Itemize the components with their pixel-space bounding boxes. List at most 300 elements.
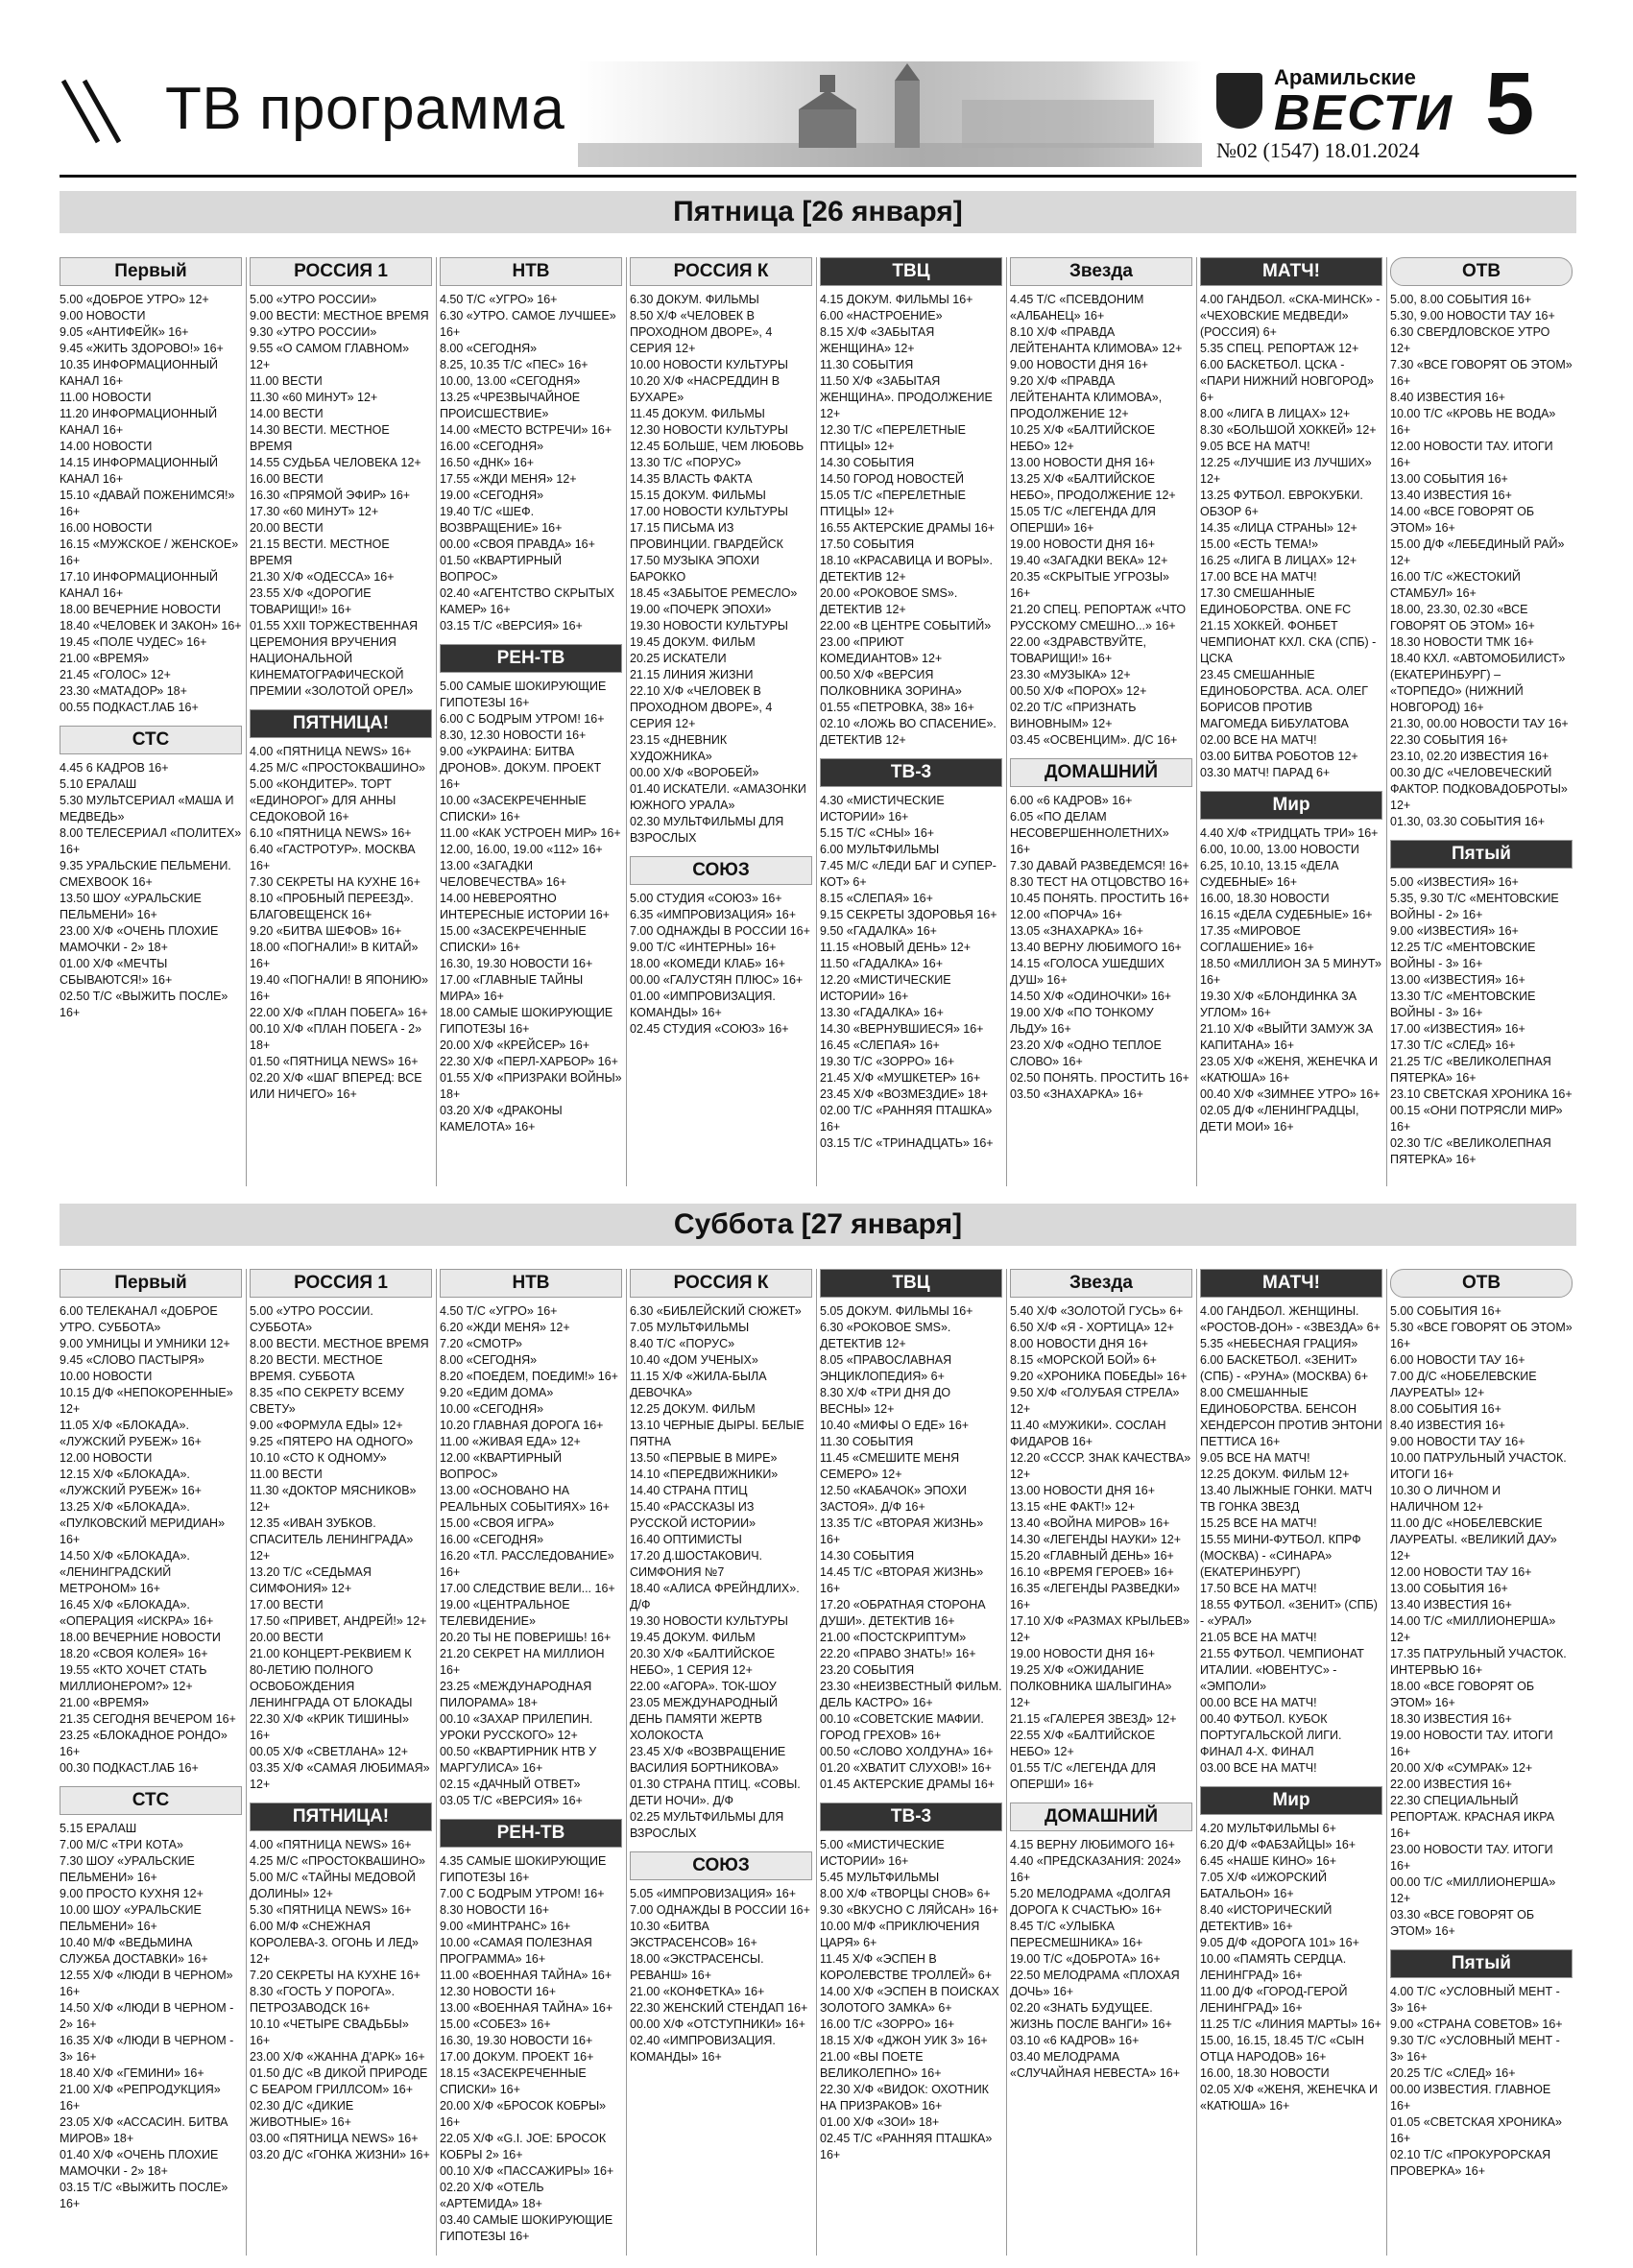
program-entry: 6.05 «ПО ДЕЛАМ НЕСОВЕРШЕННОЛЕТНИХ» 16+	[1010, 810, 1169, 856]
channel-logo: НТВ	[440, 1269, 622, 1298]
program-entry: 23.05 Х/Ф «АССАСИН. БИТВА МИРОВ» 18+	[60, 2115, 228, 2145]
program-entry: 13.30 Т/С «ПОРУС»	[630, 456, 742, 469]
program-entry: 13.40 ВЕРНУ ЛЮБИМОГО 16+	[1010, 941, 1182, 954]
program-entry: 11.50 Х/Ф «ЗАБЫТАЯ ЖЕНЩИНА». ПРОДОЛЖЕНИЕ 12+	[820, 374, 993, 420]
program-entry: 14.30 СОБЫТИЯ	[820, 1549, 915, 1563]
page-header	[60, 54, 1576, 177]
program-entry: 01.30 СТРАНА ПТИЦ. «СОВЫ. ДЕТИ НОЧИ». Д/Ф	[630, 1778, 801, 1807]
program-entry: 21.00 «ВРЕМЯ»	[60, 1696, 150, 1709]
program-entry: 8.40 Т/С «ПОРУС»	[630, 1337, 735, 1350]
column-divider	[1196, 257, 1197, 1186]
program-entry: 12.30 НОВОСТИ 16+	[440, 1985, 557, 1998]
channel-block	[630, 856, 812, 1038]
program-entry: 6.30 «УТРО. САМОЕ ЛУЧШЕЕ» 16+	[440, 309, 616, 339]
channel-block	[630, 257, 812, 847]
program-entry: 6.45 «НАШЕ КИНО» 16+	[1200, 1854, 1337, 1868]
program-entry: 4.30 «МИСТИЧЕСКИЕ ИСТОРИИ» 16+	[820, 794, 945, 824]
program-entry: 5.30 «ВСЕ ГОВОРЯТ ОБ ЭТОМ» 16+	[1390, 1321, 1573, 1350]
program-entry: 5.00, 8.00 СОБЫТИЯ 16+	[1390, 293, 1532, 306]
program-entry: 17.15 ПИСЬМА ИЗ ПРОВИНЦИИ. ГВАРДЕЙСК	[630, 521, 783, 551]
program-entry: 17.50 МУЗЫКА ЭПОХИ БАРОККО	[630, 554, 759, 584]
program-entry: 20.25 ИСКАТЕЛИ	[630, 652, 727, 665]
schedule-column	[1200, 1269, 1382, 2256]
program-entry: 23.45 СМЕШАННЫЕ ЕДИНОБОРСТВА. АСА. ОЛЕГ БОРИСОВ ПРОТИВ МАГОМЕДА БИБУЛАТОВА	[1200, 668, 1368, 730]
channel-logo: Пятый	[1390, 1949, 1573, 1978]
program-entry: 19.40 «ПОГНАЛИ! В ЯПОНИЮ» 16+	[250, 973, 429, 1003]
program-entry: 23.20 Х/Ф «ОДНО ТЕПЛОЕ СЛОВО» 16+	[1010, 1039, 1162, 1068]
program-entry: 6.30 «РОКОВОЕ SMS». ДЕТЕКТИВ 12+	[820, 1321, 951, 1350]
program-entry: 6.00 «6 КАДРОВ» 16+	[1010, 794, 1133, 807]
channel-block	[440, 257, 622, 634]
program-entry: 16.00 Т/С «ЗОРРО» 16+	[820, 2017, 955, 2031]
program-entry: 21.15 ЛИНИЯ ЖИЗНИ	[630, 668, 754, 681]
program-entry: 14.35 «ЛИЦА СТРАНЫ» 12+	[1200, 521, 1357, 535]
program-entry: 17.10 Х/Ф «РАЗМАХ КРЫЛЬЕВ» 12+	[1010, 1614, 1190, 1644]
program-entry: 03.20 Д/С «ГОНКА ЖИЗНИ» 16+	[250, 2148, 430, 2161]
channel-block	[1200, 257, 1382, 781]
program-entry: 21.15 «ГАЛЕРЕЯ ЗВЕЗД» 12+	[1010, 1712, 1177, 1726]
program-entry: 23.10 СВЕТСКАЯ ХРОНИКА 16+	[1390, 1087, 1573, 1101]
program-entry: 8.15 Х/Ф «ЗАБЫТАЯ ЖЕНЩИНА» 12+	[820, 325, 935, 355]
program-entry: 13.40 «ВОЙНА МИРОВ» 16+	[1010, 1516, 1170, 1530]
program-entry: 4.00 «ПЯТНИЦА NEWS» 16+	[250, 1838, 412, 1851]
program-entry: 8.15 «СЛЕПАЯ» 16+	[820, 892, 933, 905]
program-entry: 12.00, 16.00, 19.00 «112» 16+	[440, 843, 603, 856]
program-entry: 00.15 «ОНИ ПОТРЯСЛИ МИР» 16+	[1390, 1104, 1563, 1134]
channel-block	[60, 1269, 242, 1777]
program-entry: 22.30 СОБЫТИЯ 16+	[1390, 733, 1508, 747]
program-entry: 8.30 «ГОСТЬ У ПОРОГА». ПЕТРОЗАВОДСК 16+	[250, 1985, 396, 2015]
program-entry: 23.00 Х/Ф «ОЧЕНЬ ПЛОХИЕ МАМОЧКИ - 2» 18+	[60, 924, 219, 954]
program-entry: 23.20 СОБЫТИЯ	[820, 1663, 915, 1677]
program-entry: 5.30 МУЛЬТСЕРИАЛ «МАША И МЕДВЕДЬ»	[60, 794, 234, 824]
program-entry: 10.30 «БИТВА ЭКСТРАСЕНСОВ» 16+	[630, 1920, 757, 1949]
program-entry: 18.00 ВЕЧЕРНИЕ НОВОСТИ	[60, 1631, 221, 1644]
program-entry: 18.00 «ВСЕ ГОВОРЯТ ОБ ЭТОМ» 16+	[1390, 1680, 1535, 1709]
program-entry: 16.35 Х/Ф «ЛЮДИ В ЧЕРНОМ - 3» 16+	[60, 2034, 234, 2064]
column-divider	[436, 1269, 437, 2256]
program-entry: 12.25 «ЛУЧШИЕ ИЗ ЛУЧШИХ» 12+	[1200, 456, 1372, 486]
program-entry: 13.50 «ПЕРВЫЕ В МИРЕ»	[630, 1451, 778, 1465]
program-entry: 15.55 МИНИ-ФУТБОЛ. КПРФ (МОСКВА) - «СИНАРА» (ЕКАТЕРИНБУРГ)	[1200, 1533, 1361, 1579]
program-entry: 15.05 Т/С «ПЕРЕЛЕТНЫЕ ПТИЦЫ» 12+	[820, 489, 966, 518]
channel-block	[250, 709, 432, 1103]
program-entry: 4.35 САМЫЕ ШОКИРУЮЩИЕ ГИПОТЕЗЫ 16+	[440, 1854, 607, 1884]
program-entry: 14.00 Х/Ф «ЭСПЕН В ПОИСКАХ ЗОЛОТОГО ЗАМКА» 6+	[820, 1985, 999, 2015]
program-entry: 19.45 ДОКУМ. ФИЛЬМ	[630, 635, 756, 649]
program-entry: 14.00 ВЕСТИ	[250, 407, 324, 420]
program-entry: 02.00 ВСЕ НА МАТЧ!	[1200, 733, 1317, 747]
program-entry: 14.10 «ПЕРЕДВИЖНИКИ»	[630, 1468, 779, 1481]
channel-logo: РОССИЯ 1	[250, 1269, 432, 1298]
program-entry: 01.50 «ПЯТНИЦА NEWS» 16+	[250, 1055, 419, 1068]
channel-block	[440, 644, 622, 1135]
program-entry: 03.10 «6 КАДРОВ» 16+	[1010, 2034, 1140, 2047]
program-entry: 02.25 МУЛЬТФИЛЬМЫ ДЛЯ ВЗРОСЛЫХ	[630, 1810, 784, 1840]
channel-block	[820, 1269, 1002, 1793]
column-divider	[436, 257, 437, 1186]
program-entry: 23.30 «МАТАДОР» 18+	[60, 684, 187, 698]
program-entry: 22.50 МЕЛОДРАМА «ПЛОХАЯ ДОЧЬ» 16+	[1010, 1969, 1180, 1998]
program-entry: 7.00 ОДНАЖДЫ В РОССИИ 16+	[630, 1903, 810, 1917]
program-entry: 12.20 «МИСТИЧЕСКИЕ ИСТОРИИ» 16+	[820, 973, 951, 1003]
program-entry: 17.20 «ОБРАТНАЯ СТОРОНА ДУШИ». ДЕТЕКТИВ 16+	[820, 1598, 986, 1628]
program-entry: 17.30 Т/С «СЛЕД» 16+	[1390, 1039, 1516, 1052]
program-entry: 16.00 ВЕСТИ	[250, 472, 324, 486]
program-entry: 9.30 «ВКУСНО С ЛЯЙСАН» 16+	[820, 1903, 999, 1917]
program-entry: 02.20 «ЗНАТЬ БУДУЩЕЕ. ЖИЗНЬ ПОСЛЕ ВАНГИ» 16+	[1010, 2001, 1172, 2031]
channel-logo: НТВ	[440, 257, 622, 286]
program-entry: 02.20 Х/Ф «ОТЕЛЬ «АРТЕМИДА» 18+	[440, 2181, 544, 2210]
program-entry: 23.05 МЕЖДУНАРОДНЫЙ ДЕНЬ ПАМЯТИ ЖЕРТВ ХОЛОКОСТА	[630, 1696, 779, 1742]
program-entry: 9.30 Т/С «УСЛОВНЫЙ МЕНТ - 3» 16+	[1390, 2034, 1560, 2064]
program-entry: 13.00 НОВОСТИ ДНЯ 16+	[1010, 1484, 1156, 1497]
program-entry: 9.20 «БИТВА ШЕФОВ» 16+	[250, 924, 402, 938]
program-entry: 02.40 «АГЕНТСТВО СКРЫТЫХ КАМЕР» 16+	[440, 586, 614, 616]
program-entry: 6.50 Х/Ф «Я - ХОРТИЦА» 12+	[1010, 1321, 1174, 1334]
channel-logo: ТВЦ	[820, 257, 1002, 286]
schedule-column	[60, 257, 242, 1186]
program-entry: 21.00 КОНЦЕРТ-РЕКВИЕМ К 80-ЛЕТИЮ ПОЛНОГО ОСВОБОЖДЕНИЯ ЛЕНИНГРАДА ОТ БЛОКАДЫ	[250, 1647, 413, 1709]
program-entry: 6.00 С БОДРЫМ УТРОМ! 16+	[440, 712, 605, 726]
program-entry: 11.15 Х/Ф «ЖИЛА-БЫЛА ДЕВОЧКА»	[630, 1370, 767, 1399]
program-entry: 14.30 ВЕСТИ. МЕСТНОЕ ВРЕМЯ	[250, 423, 390, 453]
column-divider	[626, 257, 627, 1186]
program-entry: 9.50 «ГАДАЛКА» 16+	[820, 924, 937, 938]
program-entry: 14.50 Х/Ф «ЛЮДИ В ЧЕРНОМ - 2» 16+	[60, 2001, 234, 2031]
program-entry: 11.45 Х/Ф «ЭСПЕН В КОРОЛЕВСТВЕ ТРОЛЛЕЙ» 6+	[820, 1952, 993, 1982]
program-entry: 9.00 Т/С «ИНТЕРНЫ» 16+	[630, 941, 777, 954]
program-entry: 14.40 СТРАНА ПТИЦ	[630, 1484, 748, 1497]
program-entry: 8.20 ВЕСТИ. МЕСТНОЕ ВРЕМЯ. СУББОТА	[250, 1353, 383, 1383]
program-entry: 02.05 Х/Ф «ЖЕНЯ, ЖЕНЕЧКА И «КАТЮША» 16+	[1200, 2083, 1379, 2113]
program-entry: 15.20 «ГЛАВНЫЙ ДЕНЬ» 16+	[1010, 1549, 1174, 1563]
program-entry: 15.00 «ЗАСЕКРЕЧЕННЫЕ СПИСКИ» 16+	[440, 924, 587, 954]
program-entry: 13.10 ЧЕРНЫЕ ДЫРЫ. БЕЛЫЕ ПЯТНА	[630, 1419, 804, 1448]
channel-logo: ТВ-3	[820, 758, 1002, 787]
program-entry: 15.15 ДОКУМ. ФИЛЬМЫ	[630, 489, 766, 502]
program-entry: 15.00, 16.15, 18.45 Т/С «СЫН ОТЦА НАРОДОВ» 16+	[1200, 2034, 1364, 2064]
program-entry: 14.50 ГОРОД НОВОСТЕЙ	[820, 472, 964, 486]
program-entry: 17.35 «МИРОВОЕ СОГЛАШЕНИЕ» 16+	[1200, 924, 1314, 954]
program-entry: 11.25 Т/С «ЛИНИЯ МАРТЫ» 16+	[1200, 2017, 1381, 2031]
program-entry: 01.55 Т/С «ЛЕГЕНДА ДЛЯ ОПЕРШИ» 16+	[1010, 1761, 1156, 1791]
program-entry: 6.30 «БИБЛЕЙСКИЙ СЮЖЕТ»	[630, 1304, 802, 1318]
channel-logo: РОССИЯ К	[630, 257, 812, 286]
program-entry: 6.10 «ПЯТНИЦА NEWS» 16+	[250, 826, 412, 840]
program-entry: 22.55 Х/Ф «БАЛТИЙСКОЕ НЕБО» 12+	[1010, 1729, 1156, 1758]
program-entry: 13.20 Т/С «СЕДЬМАЯ СИМФОНИЯ» 12+	[250, 1565, 372, 1595]
program-entry: 6.20 Д/Ф «ФАБЗАЙЦЫ» 16+	[1200, 1838, 1357, 1851]
program-entry: 8.20 «ПОЕДЕМ, ПОЕДИМ!» 16+	[440, 1370, 618, 1383]
program-entry: 15.00 Д/Ф «ЛЕБЕДИНЫЙ РАЙ» 12+	[1390, 537, 1565, 567]
program-entry: 17.50 ВСЕ НА МАТЧ!	[1200, 1582, 1317, 1595]
channel-logo: РОССИЯ 1	[250, 257, 432, 286]
program-entry: 22.30 Х/Ф «ПЕРЛ-ХАРБОР» 16+	[440, 1055, 618, 1068]
program-entry: 11.00 «ВОЕННАЯ ТАЙНА» 16+	[440, 1969, 612, 1982]
program-entry: 22.30 Х/Ф «ВИДОК: ОХОТНИК НА ПРИЗРАКОВ» 16+	[820, 2083, 989, 2113]
channel-block	[440, 1269, 622, 1809]
program-entry: 00.50 «СЛОВО ХОЛДУНА» 16+	[820, 1745, 994, 1758]
program-entry: 16.00 НОВОСТИ	[60, 521, 153, 535]
program-entry: 11.00 «КАК УСТРОЕН МИР» 16+	[440, 826, 621, 840]
program-entry: 14.15 ИНФОРМАЦИОННЫЙ КАНАЛ 16+	[60, 456, 218, 486]
program-entry: 9.00 УМНИЦЫ И УМНИКИ 12+	[60, 1337, 230, 1350]
program-entry: 10.40 «МИФЫ О ЕДЕ» 16+	[820, 1419, 970, 1432]
program-entry: 10.00 «ПАМЯТЬ СЕРДЦА. ЛЕНИНГРАД» 16+	[1200, 1952, 1347, 1982]
program-entry: 4.15 ВЕРНУ ЛЮБИМОГО 16+	[1010, 1838, 1175, 1851]
program-entry: 19.00 Х/Ф «ПО ТОНКОМУ ЛЬДУ» 16+	[1010, 1006, 1154, 1036]
program-entry: 03.30 «ВСЕ ГОВОРЯТ ОБ ЭТОМ» 16+	[1390, 1908, 1535, 1938]
program-entry: 8.30 НОВОСТИ 16+	[440, 1903, 550, 1917]
program-entry: 13.25 «ЧРЕЗВЫЧАЙНОЕ ПРОИСШЕСТВИЕ»	[440, 391, 581, 420]
channel-block	[60, 257, 242, 716]
program-entry: 01.00 Х/Ф «ЗОИ» 18+	[820, 2115, 940, 2129]
program-entry: 12.55 Х/Ф «ЛЮДИ В ЧЕРНОМ» 16+	[60, 1969, 233, 1998]
column-divider	[1386, 1269, 1387, 2256]
program-entry: 16.00 «СЕГОДНЯ»	[440, 1533, 544, 1546]
program-entry: 10.00 ПАТРУЛЬНЫЙ УЧАСТОК. ИТОГИ 16+	[1390, 1451, 1567, 1481]
program-entry: 12.50 «КАБАЧОК» ЭПОХИ ЗАСТОЯ». Д/Ф 16+	[820, 1484, 967, 1514]
program-entry: 21.15 ХОККЕЙ. ФОНБЕТ ЧЕМПИОНАТ КХЛ. СКА (СПБ) - ЦСКА	[1200, 619, 1377, 665]
program-entry: 10.40 М/Ф «ВЕДЬМИНА СЛУЖБА ДОСТАВКИ» 16+	[60, 1936, 208, 1966]
program-entry: 7.30 СЕКРЕТЫ НА КУХНЕ 16+	[250, 875, 420, 889]
program-entry: 13.00 «ЗАГАДКИ ЧЕЛОВЕЧЕСТВА» 16+	[440, 859, 567, 889]
brand-title: ВЕСТИ	[1274, 85, 1453, 141]
program-entry: 8.30 «БОЛЬШОЙ ХОККЕЙ» 12+	[1200, 423, 1377, 437]
program-entry: 20.20 ТЫ НЕ ПОВЕРИШЬ! 16+	[440, 1631, 612, 1644]
program-entry: 19.30 Х/Ф «БЛОНДИНКА ЗА УГЛОМ» 16+	[1200, 990, 1357, 1019]
program-entry: 8.30, 12.30 НОВОСТИ 16+	[440, 728, 587, 742]
program-entry: 9.45 «СЛОВО ПАСТЫРЯ»	[60, 1353, 204, 1367]
program-entry: 02.50 ПОНЯТЬ. ПРОСТИТЬ 16+	[1010, 1071, 1189, 1085]
program-entry: 21.20 СПЕЦ. РЕПОРТАЖ «ЧТО РУССКОМУ СМЕШНО...» 16+	[1010, 603, 1187, 633]
program-entry: 17.55 «ЖДИ МЕНЯ» 12+	[440, 472, 577, 486]
program-entry: 7.00 М/С «ТРИ КОТА»	[60, 1838, 183, 1851]
program-entry: 12.30 Т/С «ПЕРЕЛЕТНЫЕ ПТИЦЫ» 12+	[820, 423, 966, 453]
channel-logo: МАТЧ!	[1200, 257, 1382, 286]
program-entry: 9.35 УРАЛЬСКИЕ ПЕЛЬМЕНИ. СМЕХBOOK 16+	[60, 859, 231, 889]
program-entry: 22.05 Х/Ф «G.I. JOE: БРОСОК КОБРЫ 2» 16+	[440, 2132, 607, 2161]
channel-logo: РЕН-ТВ	[440, 1819, 622, 1848]
program-entry: 23.25 «БЛОКАДНОЕ РОНДО» 16+	[60, 1729, 228, 1758]
newspaper-logo	[1216, 61, 1504, 167]
channel-block	[250, 1802, 432, 2163]
brand-subtitle: Арамильские	[1274, 65, 1416, 89]
channel-block	[1200, 1269, 1382, 1777]
program-entry: 6.20 «ЖДИ МЕНЯ» 12+	[440, 1321, 570, 1334]
program-entry: 19.00 «ПОЧЕРК ЭПОХИ»	[630, 603, 772, 616]
program-entry: 6.00 ТЕЛЕКАНАЛ «ДОБРОЕ УТРО. СУББОТА»	[60, 1304, 218, 1334]
program-entry: 03.45 «ОСВЕНЦИМ». Д/С 16+	[1010, 733, 1178, 747]
program-entry: 9.00 «МИНТРАНС» 16+	[440, 1920, 571, 1933]
schedule-column	[60, 1269, 242, 2256]
program-entry: 18.45 «ЗАБЫТОЕ РЕМЕСЛО»	[630, 586, 798, 600]
program-entry: 11.00 Д/С «НОБЕЛЕВСКИЕ ЛАУРЕАТЫ. «ВЕЛИКИЙ ДАУ» 12+	[1390, 1516, 1557, 1563]
program-entry: 9.20 «ЕДИМ ДОМА»	[440, 1386, 554, 1399]
program-entry: 19.40 «ЗАГАДКИ ВЕКА» 12+	[1010, 554, 1168, 567]
program-entry: 7.30 ДАВАЙ РАЗВЕДЕМСЯ! 16+	[1010, 859, 1189, 872]
program-entry: 13.50 ШОУ «УРАЛЬСКИЕ ПЕЛЬМЕНИ» 16+	[60, 892, 202, 921]
program-entry: 6.40 «ГАСТРОТУР». МОСКВА 16+	[250, 843, 416, 872]
program-entry: 22.30 СПЕЦИАЛЬНЫЙ РЕПОРТАЖ. КРАСНАЯ ИКРА 16+	[1390, 1794, 1555, 1840]
program-entry: 13.00 «ОСНОВАНО НА РЕАЛЬНЫХ СОБЫТИЯХ» 16+	[440, 1484, 610, 1514]
program-entry: 8.00 СМЕШАННЫЕ ЕДИНОБОРСТВА. БЕНСОН ХЕНДЕРСОН ПРОТИВ ЭНТОНИ ПЕТТИСА 16+	[1200, 1386, 1382, 1448]
program-entry: 19.00 НОВОСТИ ДНЯ 16+	[1010, 537, 1156, 551]
program-entry: 03.00 ВСЕ НА МАТЧ!	[1200, 1761, 1317, 1775]
program-entry: 00.05 Х/Ф «СВЕТЛАНА» 12+	[250, 1745, 409, 1758]
program-entry: 02.30 Д/С «ДИКИЕ ЖИВОТНЫЕ» 16+	[250, 2099, 354, 2129]
program-entry: 9.20 «ХРОНИКА ПОБЕДЫ» 16+	[1010, 1370, 1188, 1383]
program-entry: 02.00 Т/С «РАННЯЯ ПТАШКА» 16+	[820, 1104, 993, 1134]
program-entry: 01.30, 03.30 СОБЫТИЯ 16+	[1390, 815, 1546, 828]
program-entry: 7.05 Х/Ф «ИЖОРСКИЙ БАТАЛЬОН» 16+	[1200, 1871, 1327, 1900]
schedule-column	[440, 1269, 622, 2256]
channel-block	[820, 257, 1002, 749]
program-entry: 01.40 Х/Ф «ОЧЕНЬ ПЛОХИЕ МАМОЧКИ - 2» 18+	[60, 2148, 219, 2178]
program-entry: 03.15 Т/С «ТРИНАДЦАТЬ» 16+	[820, 1136, 994, 1150]
program-entry: 16.00, 18.30 НОВОСТИ	[1200, 892, 1330, 905]
program-entry: 4.20 МУЛЬТФИЛЬМЫ 6+	[1200, 1822, 1336, 1835]
program-entry: 13.00 СОБЫТИЯ 16+	[1390, 472, 1508, 486]
program-entry: 7.20 «СМОТР»	[440, 1337, 522, 1350]
program-entry: 7.00 Д/С «НОБЕЛЕВСКИЕ ЛАУРЕАТЫ» 12+	[1390, 1370, 1537, 1399]
program-entry: 22.30 Х/Ф «КРИК ТИШИНЫ» 16+	[250, 1712, 409, 1742]
program-entry: 00.50 Х/Ф «ПОРОХ» 12+	[1010, 684, 1147, 698]
program-entry: 15.00 «СОБЕЗ» 16+	[440, 2017, 551, 2031]
program-entry: 6.00 «НАСТРОЕНИЕ»	[820, 309, 943, 322]
program-entry: 5.00 «КОНДИТЕР». ТОРТ «ЕДИНОРОГ» ДЛЯ АННЫ СЕДОКОВОЙ 16+	[250, 777, 396, 824]
program-entry: 13.00 «ВОЕННАЯ ТАЙНА» 16+	[440, 2001, 613, 2015]
program-entry: 01.20 «ХВАТИТ СЛУХОВ!» 16+	[820, 1761, 992, 1775]
channel-block	[820, 1802, 1002, 2163]
program-entry: 20.00 ВЕСТИ	[250, 521, 324, 535]
program-entry: 18.40 КХЛ. «АВТОМОБИЛИСТ» (ЕКАТЕРИНБУРГ) – «ТОРПЕДО» (НИЖНИЙ НОВГОРОД) 16+	[1390, 652, 1566, 714]
program-entry: 00.10 «СОВЕТСКИЕ МАФИИ. ГОРОД ГРЕХОВ» 16+	[820, 1712, 984, 1742]
program-entry: 14.00 Т/С «МИЛЛИОНЕРША» 12+	[1390, 1614, 1556, 1644]
program-entry: 14.35 ВЛАСТЬ ФАКТА	[630, 472, 753, 486]
program-entry: 17.00 НОВОСТИ КУЛЬТУРЫ	[630, 505, 788, 518]
channel-logo: Первый	[60, 1269, 242, 1298]
channel-block	[1010, 758, 1192, 1103]
schedule-column	[630, 257, 812, 1186]
program-entry: 9.50 Х/Ф «ГОЛУБАЯ СТРЕЛА» 12+	[1010, 1386, 1180, 1416]
program-entry: 18.40 Х/Ф «ГЕМИНИ» 16+	[60, 2066, 204, 2080]
coat-of-arms-icon	[1216, 73, 1262, 129]
program-entry: 10.00, 13.00 «СЕГОДНЯ»	[440, 374, 581, 388]
program-entry: 21.20 СЕКРЕТ НА МИЛЛИОН 16+	[440, 1647, 605, 1677]
program-entry: 22.00 Х/Ф «ПЛАН ПОБЕГА» 16+	[250, 1006, 428, 1019]
program-entry: 00.40 ФУТБОЛ. КУБОК ПОРТУГАЛЬСКОЙ ЛИГИ. ФИНАЛ 4-Х. ФИНАЛ	[1200, 1712, 1342, 1758]
program-entry: 16.50 «ДНК» 16+	[440, 456, 535, 469]
program-entry: 10.00 «САМАЯ ПОЛЕЗНАЯ ПРОГРАММА» 16+	[440, 1936, 592, 1966]
program-entry: 17.00 СЛЕДСТВИЕ ВЕЛИ... 16+	[440, 1582, 615, 1595]
program-entry: 5.00 «ДОБРОЕ УТРО» 12+	[60, 293, 209, 306]
program-entry: 20.30 Х/Ф «БАЛТИЙСКОЕ НЕБО», 1 СЕРИЯ 12+	[630, 1647, 776, 1677]
program-entry: 8.15 «МОРСКОЙ БОЙ» 6+	[1010, 1353, 1157, 1367]
program-entry: 01.50 Д/С «В ДИКОЙ ПРИРОДЕ С БЕАРОМ ГРИЛЛСОМ» 16+	[250, 2066, 428, 2096]
program-entry: 5.30 «ПЯТНИЦА NEWS» 16+	[250, 1903, 412, 1917]
program-entry: 13.25 ФУТБОЛ. ЕВРОКУБКИ. ОБЗОР 6+	[1200, 489, 1363, 518]
program-entry: 10.45 ПОНЯТЬ. ПРОСТИТЬ 16+	[1010, 892, 1189, 905]
program-entry: 10.20 Х/Ф «НАСРЕДДИН В БУХАРЕ»	[630, 374, 780, 404]
program-entry: 9.05 ВСЕ НА МАТЧ!	[1200, 1451, 1310, 1465]
schedule-column	[1010, 1269, 1192, 2256]
program-entry: 12.25 ДОКУМ. ФИЛЬМ	[630, 1402, 756, 1416]
channel-block	[250, 257, 432, 700]
program-entry: 19.00 НОВОСТИ ТАУ. ИТОГИ 16+	[1390, 1729, 1553, 1758]
program-entry: 12.20 «СССР. ЗНАК КАЧЕСТВА» 12+	[1010, 1451, 1191, 1481]
program-entry: 18.15 Х/Ф «ДЖОН УИК 3» 16+	[820, 2034, 988, 2047]
program-entry: 5.00 М/С «ТАЙНЫ МЕДОВОЙ ДОЛИНЫ» 12+	[250, 1871, 416, 1900]
program-entry: 19.55 «КТО ХОЧЕТ СТАТЬ МИЛЛИОНЕРОМ?» 12+	[60, 1663, 207, 1693]
program-entry: 14.00 НЕВЕРОЯТНО ИНТЕРЕСНЫЕ ИСТОРИИ 16+	[440, 892, 610, 921]
program-entry: 8.35 «ПО СЕКРЕТУ ВСЕМУ СВЕТУ»	[250, 1386, 404, 1416]
program-entry: 13.30 «ГАДАЛКА» 16+	[820, 1006, 944, 1019]
program-entry: 19.30 Т/С «ЗОРРО» 16+	[820, 1055, 955, 1068]
channel-block	[1010, 257, 1192, 749]
program-entry: 02.30 Т/С «ВЕЛИКОЛЕПНАЯ ПЯТЕРКА» 16+	[1390, 1136, 1551, 1166]
program-entry: 10.15 Д/Ф «НЕПОКОРЕННЫЕ» 12+	[60, 1386, 233, 1416]
program-entry: 8.00 «СЕГОДНЯ»	[440, 1353, 538, 1367]
program-entry: 21.30, 00.00 НОВОСТИ ТАУ 16+	[1390, 717, 1569, 730]
program-entry: 5.00 «ИЗВЕСТИЯ» 16+	[1390, 875, 1519, 889]
program-entry: 9.20 Х/Ф «ПРАВДА ЛЕЙТЕНАНТА КЛИМОВА», ПРОДОЛЖЕНИЕ 12+	[1010, 374, 1163, 420]
program-entry: 20.00 Х/Ф «КРЕЙСЕР» 16+	[440, 1039, 590, 1052]
channel-block	[1390, 1269, 1573, 1940]
program-entry: 5.10 ЕРАЛАШ	[60, 777, 137, 791]
program-entry: 23.00 Х/Ф «ЖАННА Д'АРК» 16+	[250, 2050, 425, 2064]
channel-logo: ДОМАШНИЙ	[1010, 1802, 1192, 1831]
program-entry: 14.00 НОВОСТИ	[60, 440, 153, 453]
schedule-column	[1390, 1269, 1573, 2256]
program-entry: 7.00 ОДНАЖДЫ В РОССИИ 16+	[630, 924, 810, 938]
channel-block	[1390, 257, 1573, 830]
channel-logo: Звезда	[1010, 1269, 1192, 1298]
program-entry: 8.25, 10.35 Т/С «ПЕС» 16+	[440, 358, 588, 371]
program-entry: 01.40 ИСКАТЕЛИ. «АМАЗОНКИ ЮЖНОГО УРАЛА»	[630, 782, 806, 812]
program-entry: 14.50 Х/Ф «ОДИНОЧКИ» 16+	[1010, 990, 1172, 1003]
program-entry: 16.10 «ВРЕМЯ ГЕРОЕВ» 16+	[1010, 1565, 1174, 1579]
channel-block	[60, 726, 242, 1021]
program-entry: 02.45 СТУДИЯ «СОЮЗ» 16+	[630, 1022, 789, 1036]
program-entry: 9.00 НОВОСТИ ДНЯ 16+	[1010, 358, 1149, 371]
section-title: ТВ программа	[165, 76, 565, 142]
program-entry: 8.10 Х/Ф «ПРАВДА ЛЕЙТЕНАНТА КЛИМОВА» 12+	[1010, 325, 1183, 355]
church-silhouette-icon	[578, 61, 1202, 167]
program-entry: 9.00 НОВОСТИ	[60, 309, 146, 322]
program-entry: 21.00 «ПОСТСКРИПТУМ»	[820, 1631, 967, 1644]
program-entry: 14.30 «ВЕРНУВШИЕСЯ» 16+	[820, 1022, 984, 1036]
program-entry: 10.00 НОВОСТИ КУЛЬТУРЫ	[630, 358, 788, 371]
program-entry: 5.00 САМЫЕ ШОКИРУЮЩИЕ ГИПОТЕЗЫ 16+	[440, 680, 607, 709]
program-entry: 16.25 «ЛИГА В ЛИЦАХ» 12+	[1200, 554, 1357, 567]
program-entry: 13.05 «ЗНАХАРКА» 16+	[1010, 924, 1143, 938]
schedule-column	[820, 1269, 1002, 2256]
program-entry: 18.30 НОВОСТИ ТМК 16+	[1390, 635, 1534, 649]
program-entry: 5.00 «УТРО РОССИИ»	[250, 293, 377, 306]
program-entry: 21.00 Х/Ф «РЕПРОДУКЦИЯ» 16+	[60, 2083, 221, 2113]
schedule-column	[1200, 257, 1382, 1186]
program-entry: 18.00 «ПОГНАЛИ!» В КИТАЙ» 16+	[250, 941, 419, 970]
program-entry: 5.15 Т/С «СНЫ» 16+	[820, 826, 935, 840]
program-entry: 22.00 ИЗВЕСТИЯ 16+	[1390, 1778, 1512, 1791]
program-entry: 21.25 Т/С «ВЕЛИКОЛЕПНАЯ ПЯТЕРКА» 16+	[1390, 1055, 1551, 1085]
program-entry: 00.50 «КВАРТИРНИК НТВ У МАРГУЛИСА» 16+	[440, 1745, 597, 1775]
program-entry: 15.40 «РАССКАЗЫ ИЗ РУССКОЙ ИСТОРИИ»	[630, 1500, 756, 1530]
program-entry: 18.10 «КРАСАВИЦА И ВОРЫ». ДЕТЕКТИВ 12+	[820, 554, 993, 584]
program-entry: 11.00 «ЖИВАЯ ЕДА» 12+	[440, 1435, 581, 1448]
